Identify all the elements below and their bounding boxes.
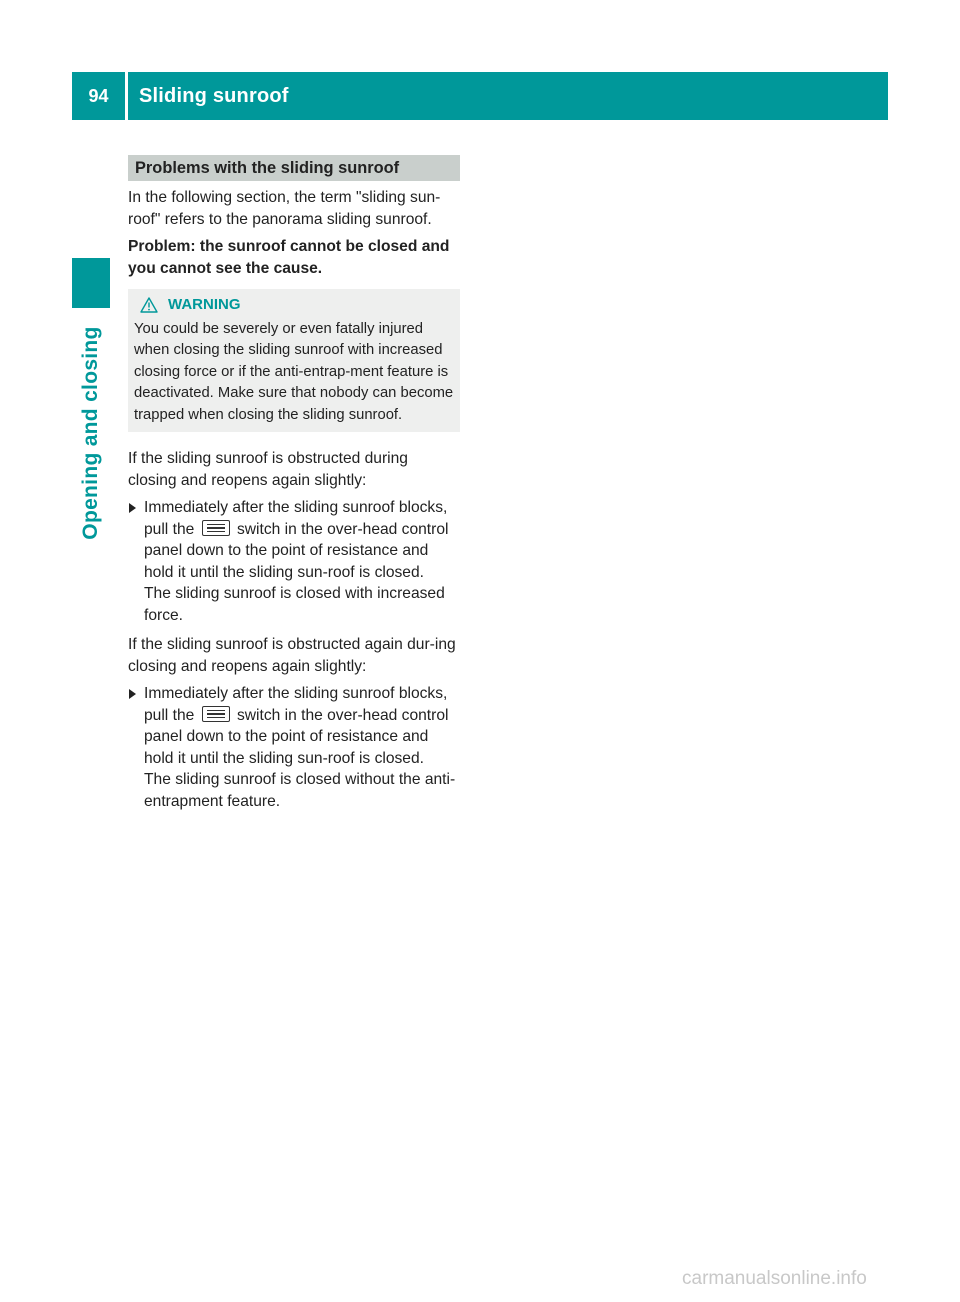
chapter-side-label [72,318,110,548]
page-number: 94 [88,86,109,106]
chapter-label-text: Opening and closing [79,326,102,540]
section-heading: Problems with the sliding sunroof [128,155,460,181]
header-divider [125,72,128,120]
step-arrow-icon [129,503,136,513]
case2-step-text-before: Immediately after the sliding sunroof blocks, pull the [144,685,448,724]
step-arrow-icon [129,689,136,699]
case2-step-text-after: switch in the over-head control panel down to the point of resistance and hold it until the sliding sun-roof is closed. [144,706,449,767]
case1-step-text-before: Immediately after the sliding sunroof blocks, pull the [144,499,448,538]
case1-step [128,497,460,626]
main-content [128,155,460,820]
case2-step [128,683,460,812]
chapter-tab-marker [72,258,110,308]
warning-label: WARNING [168,296,241,313]
case1-step-text-after: switch in the over-head control panel down to the point of resistance and hold it until the sliding sun-roof is closed. [144,520,449,581]
sunroof-switch-icon [202,520,230,536]
watermark: carmanualsonline.info [682,1268,867,1289]
warning-header [134,294,454,316]
warning-text: You could be severely or even fatally injured when closing the sliding sunroof with increased closing force or if the anti-entrap-ment feature is deactivated. Make sure that nobody can become trapped when closing the sliding sunroof. [134,320,454,423]
case2-condition: If the sliding sunroof is obstructed again dur-ing closing and reopens again slightly: [128,636,456,675]
intro-paragraph: In the following section, the term "sliding sun-roof" refers to the panorama sliding sunroof. [128,189,441,228]
page-title: Sliding sunroof [139,85,289,107]
case2-result: The sliding sunroof is closed without the anti-entrapment feature. [144,771,456,810]
case1-result: The sliding sunroof is closed with increased force. [144,585,445,624]
sunroof-switch-icon [202,706,230,722]
case1-condition: If the sliding sunroof is obstructed during closing and reopens again slightly: [128,450,408,489]
warning-box [128,289,460,432]
problem-statement: Problem: the sunroof cannot be closed and you cannot see the cause. [128,238,450,277]
warning-triangle-icon [140,297,158,313]
